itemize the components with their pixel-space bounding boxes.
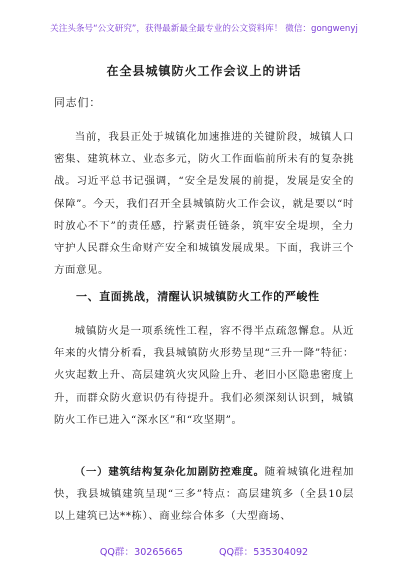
- subsection-heading-1: （一）建筑结构复杂化加剧防控难度。: [74, 466, 265, 478]
- footer-contact: [0, 544, 408, 558]
- paragraph-intro: 当前，我县正处于城镇化加速推进的关键阶段，城镇人口密集、建筑林立、业态多元，防火工作面临前所未有的复杂挑战。习近平总书记强调，“安全是发展的前提，发展是安全的保障”。今天，我们召开全县城镇防火工作会议，就是要以“时时放心不下”的责任感，拧紧责任链条，筑牢安全堤坝，全力守护人民群众生命财产安全和城镇发展成果。下面，我讲三个方面意见。: [54, 131, 354, 277]
- footer-qq-group-2: QQ群：535304092: [218, 547, 309, 558]
- paragraph-subsection-1: [54, 461, 354, 528]
- paragraph-section-1: 城镇防火是一项系统性工程，容不得半点疏忽懈怠。从近年来的火情分析看，我县城镇防火形势呈现“三升一降”特征：火灾起数上升、高层建筑火灾风险上升、老旧小区隐患密度上升，而群众防火意识仍有待提升。我们必须深刻认识到，城镇防火工作已进入“深水区”和“攻坚期”。: [54, 325, 354, 426]
- salutation: 同志们：: [54, 96, 102, 109]
- footer-qq-group-1: QQ群：30265665: [99, 547, 183, 558]
- document-title: 在全县城镇防火工作会议上的讲话: [106, 64, 302, 78]
- section-heading-1: 一、直面挑战，清醒认识城镇防火工作的严峻性: [76, 290, 320, 303]
- header-banner: 关注头条号“公文研究”，获得最新最全最专业的公文资料库！ 微信：gongwenyj: [50, 24, 358, 34]
- subsection-text-1: 随着城镇化进程加快，我县城镇建筑呈现“三多”特点：高层建筑多（全县10层以上建筑已达**栋）、商业综合体多（大型商场、: [54, 466, 354, 523]
